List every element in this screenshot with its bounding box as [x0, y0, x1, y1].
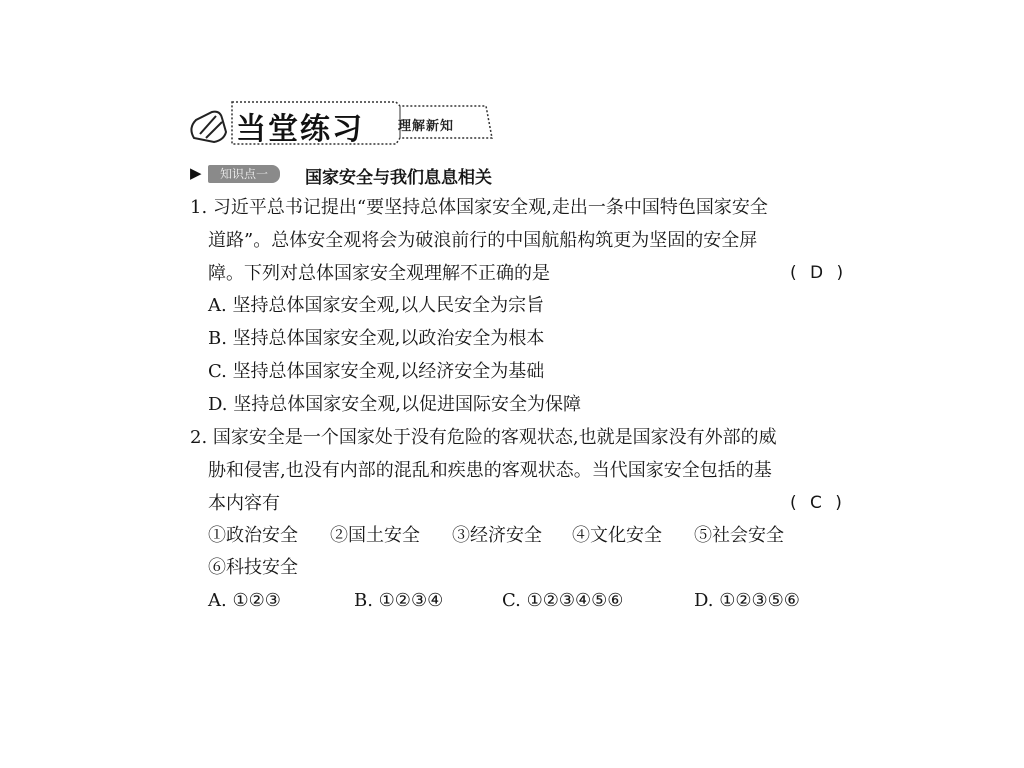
question-2-line-3: 本内容有: [208, 493, 280, 514]
question-1-line-1: 1. 习近平总书记提出“要坚持总体国家安全观,走出一条中国特色国家安全: [190, 197, 768, 218]
section-subtitle: 理解新知: [398, 119, 455, 134]
question-2-item-3: ③经济安全: [452, 525, 542, 546]
question-1-option-c: C. 坚持总体国家安全观,以经济安全为基础: [208, 361, 545, 382]
arrow-right-icon: ▶: [190, 164, 202, 182]
section-header: [186, 98, 496, 150]
section-title: 当堂练习: [236, 112, 364, 147]
question-2-item-5: ⑤社会安全: [694, 525, 784, 546]
question-2-option-b: B. ①②③④: [354, 590, 444, 611]
question-1-option-a: A. 坚持总体国家安全观,以人民安全为宗旨: [208, 295, 545, 316]
question-2-item-1: ①政治安全: [208, 525, 298, 546]
question-2-line-1: 2. 国家安全是一个国家处于没有危险的客观状态,也就是国家没有外部的威: [190, 427, 777, 448]
question-1-line-2: 道路”。总体安全观将会为破浪前行的中国航船构筑更为坚固的安全屏: [208, 230, 758, 251]
question-1-option-d: D. 坚持总体国家安全观,以促进国际安全为保障: [208, 394, 581, 415]
question-1-option-b: B. 坚持总体国家安全观,以政治安全为根本: [208, 328, 545, 349]
question-2-line-2: 胁和侵害,也没有内部的混乱和疾患的客观状态。当代国家安全包括的基: [208, 460, 772, 481]
question-2-option-c: C. ①②③④⑤⑥: [502, 590, 624, 611]
knowledge-point-tag: 知识点一: [208, 165, 280, 183]
question-2-item-2: ②国土安全: [330, 525, 420, 546]
question-2-option-a: A. ①②③: [208, 590, 281, 611]
knowledge-point-row: [190, 163, 790, 188]
knowledge-point-text: 国家安全与我们息息相关: [305, 168, 492, 188]
question-2-item-4: ④文化安全: [572, 525, 662, 546]
question-2-option-d: D. ①②③⑤⑥: [694, 590, 800, 611]
question-1-line-3: 障。下列对总体国家安全观理解不正确的是: [208, 263, 550, 284]
question-2-answer: ( C ): [790, 493, 846, 513]
question-2-item-6: ⑥科技安全: [208, 557, 298, 578]
question-1-answer: ( D ): [790, 263, 848, 283]
